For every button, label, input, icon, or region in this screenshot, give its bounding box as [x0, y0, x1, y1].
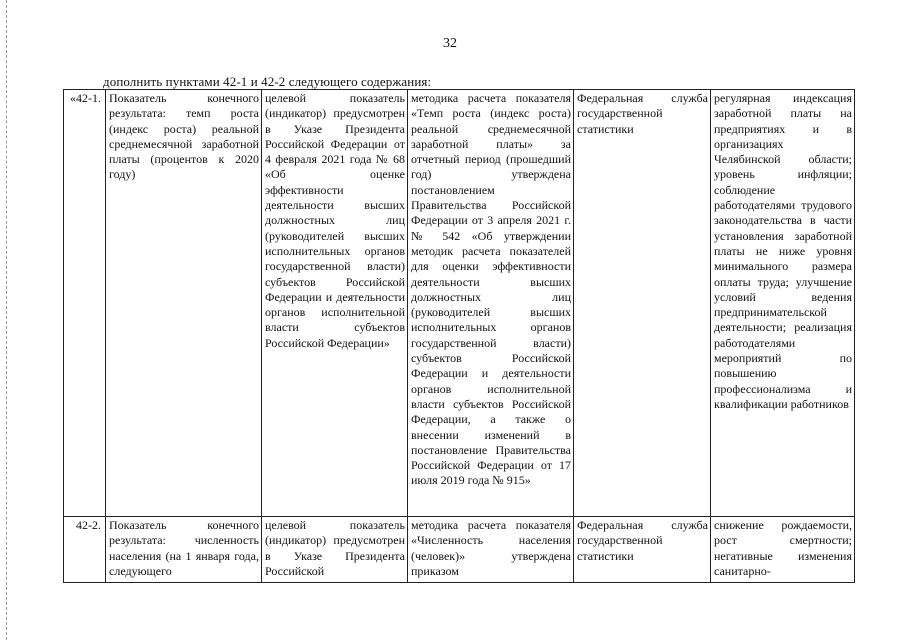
method-cell: методика расчета показателя «Численность населения (человек)» утверждена приказом — [408, 517, 574, 583]
factors-cell: снижение рождаемости, рост смертности; негативные изменения санитарно- — [711, 517, 855, 583]
target-cell: целевой показатель (индикатор) предусмотрен в Указе Президента Российской Федерации от 4 февраля 2021 года № 68 «Об оценке эффективности деятельности высших должностных лиц (руководителей высших исполнительных органов государственной власти) субъектов Российской Федерации и деятельности органов исполнительной власти субъектов Российской Федерации» — [262, 90, 408, 517]
indicators-table — [63, 89, 855, 583]
row-number-cell: 42-2. — [64, 517, 106, 583]
row-number-cell: «42-1. — [64, 90, 106, 517]
method-cell: методика расчета показателя «Темп роста (индекс роста) реальной среднемесячной заработной платы» за отчетный период (прошедший год) утверждена постановлением Правительства Российской Федерации от 3 апреля 2021 г. № 542 «Об утверждении методик расчета показателей для оценки эффективности деятельности высших должностных лиц (руководителей высших исполнительных органов государственной власти) субъектов Российской Федерации и деятельности органов исполнительной власти субъектов Российской Федерации, а также о внесении изменений в постановление Правительства Российской Федерации от 17 июля 2019 года № 915» — [408, 90, 574, 517]
target-cell: целевой показатель (индикатор) предусмотрен в Указе Президента Российской — [262, 517, 408, 583]
factors-cell: регулярная индексация заработной платы на предприятиях и в организациях Челябинской области; уровень инфляции; соблюдение работодателями трудового законодательства в части установления заработной платы не ниже уровня минимального размера оплаты труда; улучшение условий ведения предпринимательской деятельности; реализация работодателями мероприятий по повышению профессионализма и квалификации работников — [711, 90, 855, 517]
table-row — [64, 90, 855, 517]
intro-text: дополнить пунктами 42-1 и 42-2 следующего содержания: — [103, 74, 432, 89]
page-number: 32 — [443, 36, 457, 51]
source-cell: Федеральная служба государственной статистики — [574, 90, 711, 517]
page-margin-line — [6, 0, 7, 640]
indicator-cell: Показатель конечного результата: темп роста (индекс роста) реальной среднемесячной заработной платы (процентов к 2020 году) — [106, 90, 262, 517]
table-row — [64, 517, 855, 583]
source-cell: Федеральная служба государственной статистики — [574, 517, 711, 583]
indicator-cell: Показатель конечного результата: численность населения (на 1 января года, следующего — [106, 517, 262, 583]
